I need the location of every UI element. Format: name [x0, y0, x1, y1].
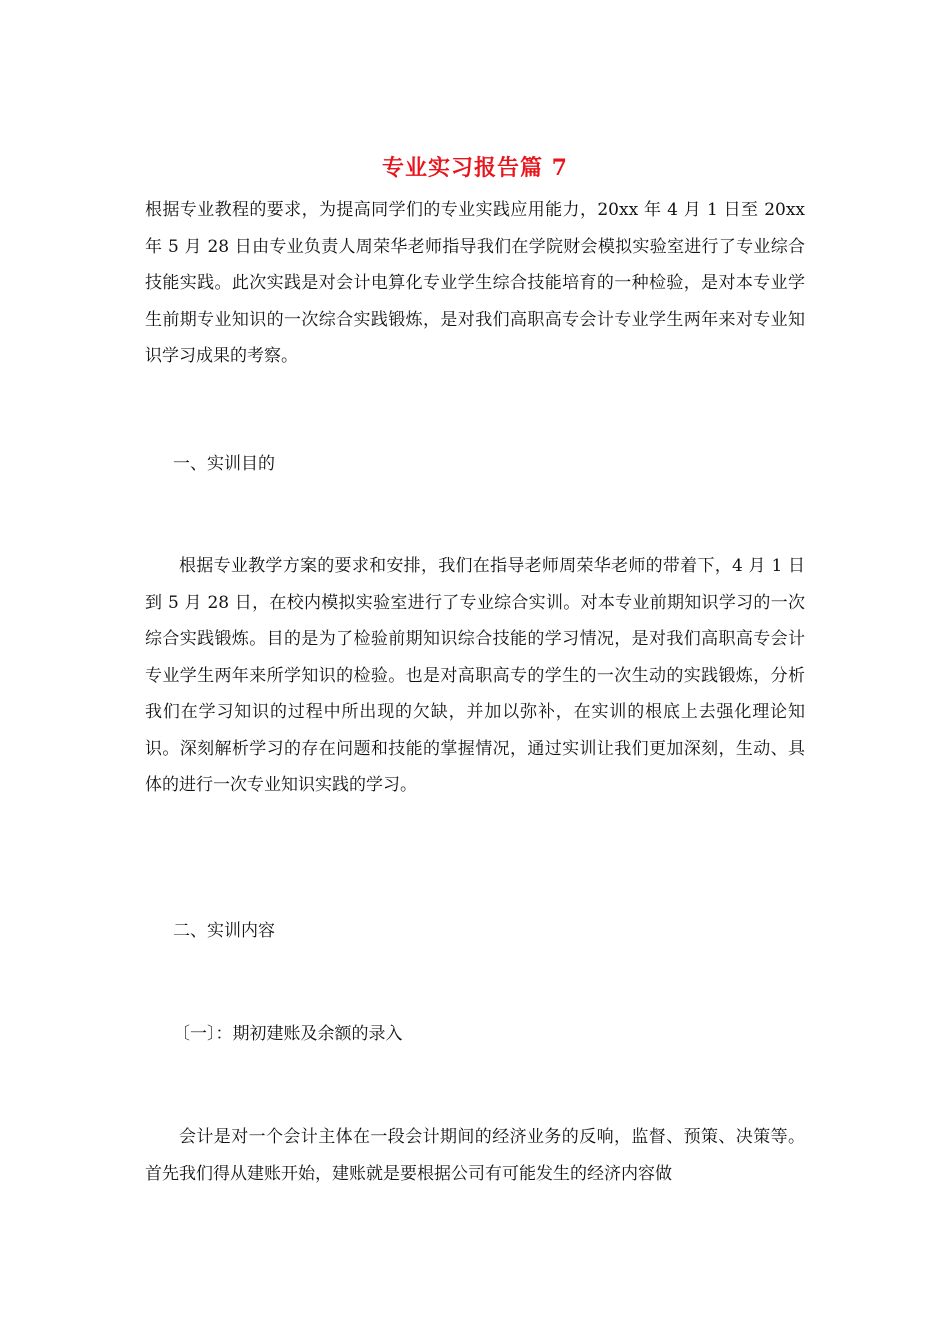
section2-heading: 二、实训内容	[173, 921, 275, 941]
subsection1-heading: 〔一〕：期初建账及余额的录入	[173, 1024, 403, 1044]
section1-heading: 一、实训目的	[173, 454, 275, 474]
section1-paragraph: 根据专业教学方案的要求和安排，我们在指导老师周荣华老师的带着下，4 月 1 日到 5 月 28 日，在校内模拟实验室进行了专业综合实训。对本专业前期知识学习的一次综合实践锻炼。目的是为了检验前期知识综合技能的学习情况，是对我们高职高专会计专业学生两年来所学知识的检验。也是对高职高专的学生的一次生动的实践锻炼，分析我们在学习知识的过程中所出现的欠缺，并加以弥补，在实训的根底上去强化理论知识。深刻解析学习的存在问题和技能的掌握情况，通过实训让我们更加深刻，生动、具体的进行一次专业知识实践的学习。	[145, 556, 805, 795]
intro-paragraph: 根据专业教程的要求，为提高同学们的专业实践应用能力，20xx 年 4 月 1 日至 20xx 年 5 月 28 日由专业负责人周荣华老师指导我们在学院财会模拟实验室进行了专业综合技能实践。此次实践是对会计电算化专业学生综合技能培育的一种检验，是对本专业学生前期专业知识的一次综合实践锻炼，是对我们高职高专会计专业学生两年来对专业知识学习成果的考察。	[145, 200, 805, 366]
subsection1-paragraph: 会计是对一个会计主体在一段会计期间的经济业务的反响，监督、预策、决策等。首先我们得从建账开始，建账就是要根据公司有可能发生的经济内容做	[145, 1127, 805, 1184]
document-title: 专业实习报告篇 7	[382, 155, 568, 181]
